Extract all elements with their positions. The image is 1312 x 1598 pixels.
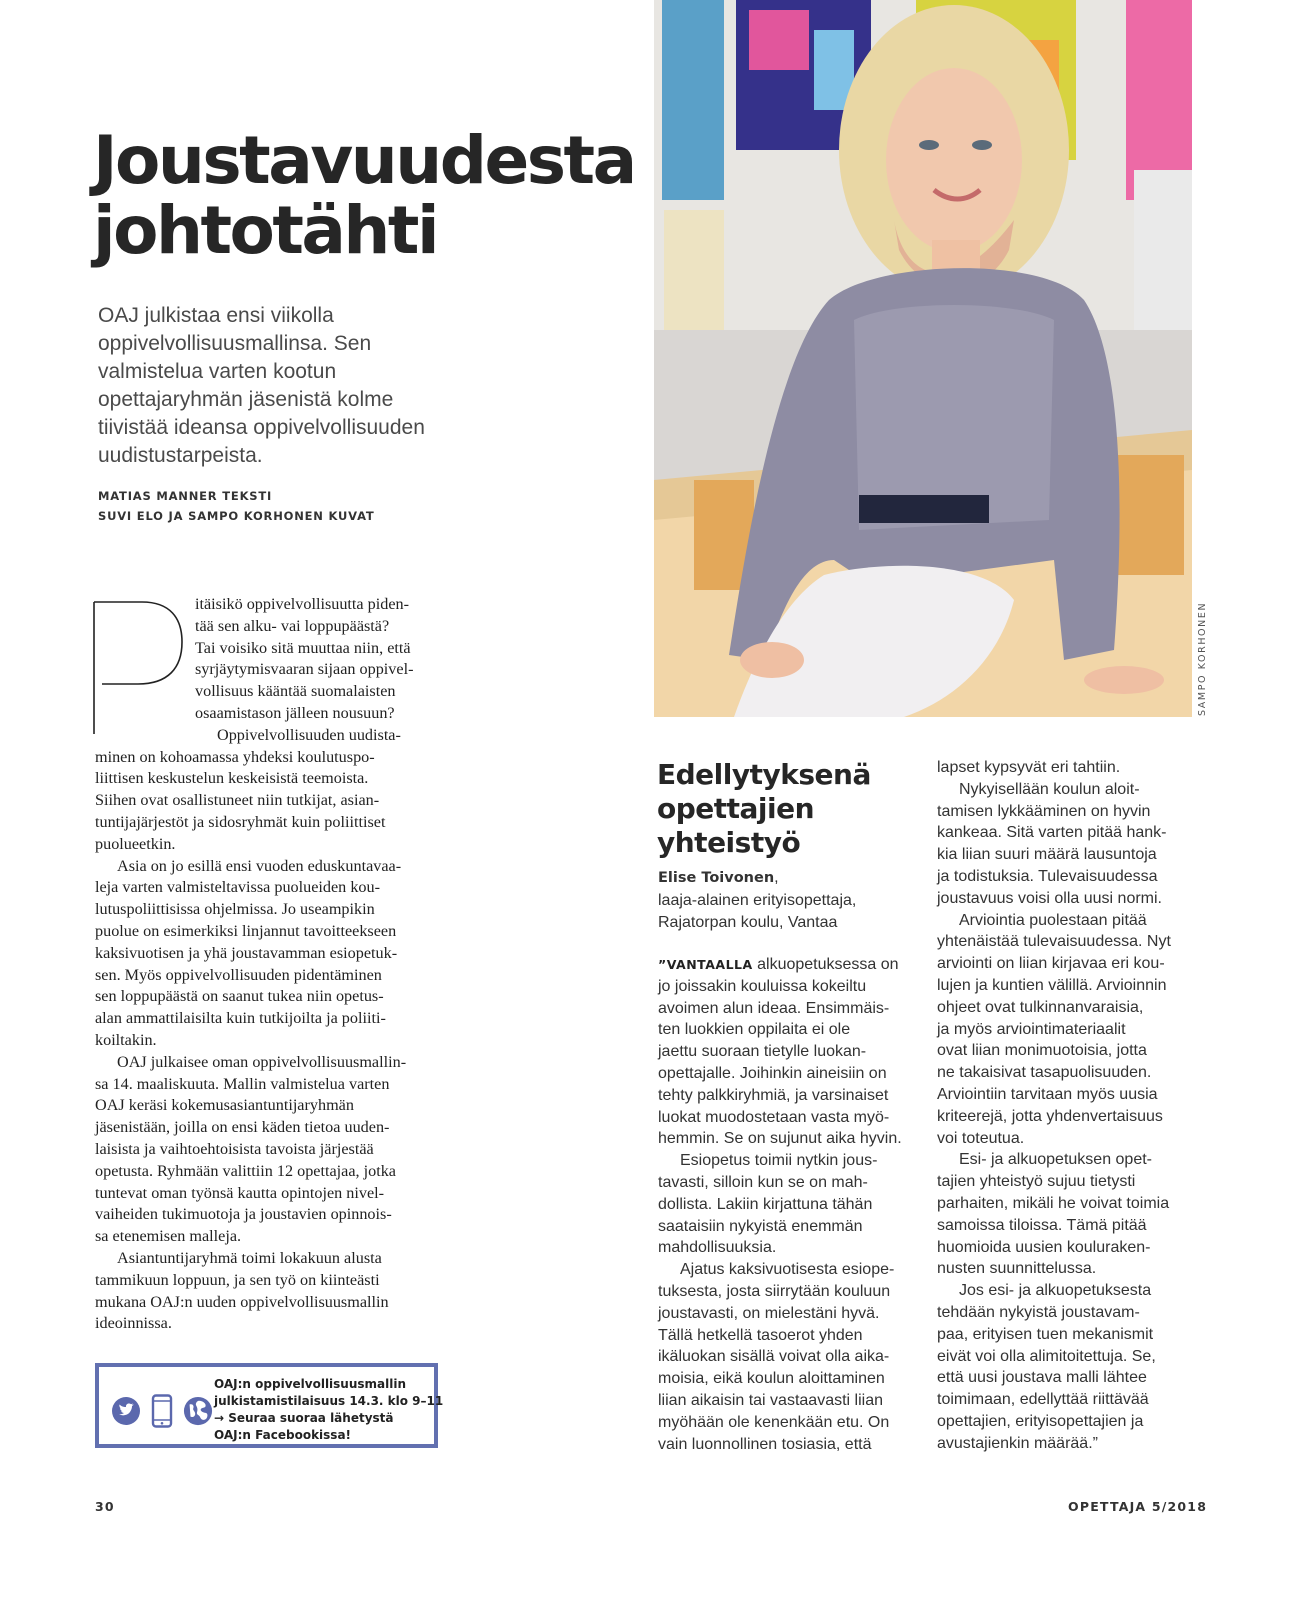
callout-line: OAJ:n Facebookissa! [214,1428,352,1442]
profile-line: ne takaisivat tasapuolisuuden. [937,1064,1152,1082]
article-line: sa etenemisen malleja. [95,1227,242,1246]
article-line: tammikuun loppuun, ja sen työ on kiinteästi [95,1270,380,1289]
livestream-callout[interactable] [95,1363,444,1448]
headline-line: Joustavuudesta [93,122,635,199]
article-line: kaksivuotisen ja yhä joustavamman esiopetuk- [95,943,398,962]
lead-in: ”VANTAALLA [658,957,753,972]
profile-line: tavasti, silloin kun se on mah- [658,1173,868,1191]
profile-line: ovat liian monimuotoisia, jotta [937,1042,1147,1060]
article-line: sen loppupäästä on saanut tukea niin opetus- [95,987,384,1006]
main-article [95,594,455,1335]
mobile-phone-icon[interactable] [147,1393,177,1429]
headline [93,122,635,269]
profile-line: dollista. Lakiin kirjattuna tähän [658,1195,873,1213]
lede-line: oppivelvollisuusmallinsa. Sen [98,332,372,355]
profile-line: tajien yhteistyö sujuu tietysti [937,1173,1136,1191]
callout-line: julkistamistilaisuus 14.3. klo 9–11 [214,1394,444,1408]
article-line: Oppivelvollisuuden uudista- [217,725,401,744]
credit-photos: SUVI ELO JA SAMPO KORHONEN KUVAT [98,509,375,523]
article-line: OAJ keräsi kokemusasiantuntijaryhmän [95,1096,354,1115]
profile-line: että uusi joustava malli lähtee [937,1369,1147,1387]
profile-line-text: alkuopetuksessa on [752,956,899,973]
article-line: tuntevat oman työnsä kautta opintojen nivel- [95,1183,385,1202]
profile-line: vain luonnollinen tosiasia, että [658,1435,872,1453]
profile-line: kia liian suuri määrä lausuntoja [937,846,1157,864]
profile-line [658,954,918,976]
profile-line: ohjeet ovat tulkinnanvaraisia, [937,998,1144,1016]
article-line: liittisen keskustelun keskeisistä teemoista. [95,769,369,788]
profile-line: lapset kypsyvät eri tahtiin. [937,759,1121,776]
profile-name: Elise Toivonen [658,870,775,886]
profile-line: Arviointiin tarvitaan myös uusia [937,1085,1158,1103]
profile-line: Esi- ja alkuopetuksen opet- [959,1151,1152,1169]
article-line: mukana OAJ:n uuden oppivelvollisuusmallin [95,1292,389,1311]
profile-line: opettajalle. Joihinkin aineisiin on [658,1064,887,1082]
portrait-photo [654,0,1192,717]
article-line: syrjäytymisvaaran sijaan oppivel- [195,660,414,679]
credits [98,486,375,526]
article-line: itäisikö oppivelvollisuutta piden- [195,595,410,613]
profile-line: huomioida uusien kouluraken- [937,1238,1151,1256]
profile-line: luokat muodostetaan vasta myö- [658,1108,890,1126]
profile-line: Ajatus kaksivuotisesta esiope- [680,1261,895,1279]
profile-role: laaja-alainen erityisopettaja, [658,891,857,909]
profile-line: ten luokkien oppilaita ei ole [658,1021,851,1039]
article-line: Tai voisiko sitä muuttaa niin, että [195,638,411,657]
profile-line: jo joissakin kouluissa kokeiltu [658,977,867,995]
lede-line: OAJ julkistaa ensi viikolla [98,304,334,327]
lede-line: uudistustarpeista. [98,444,263,467]
lede [98,302,478,470]
portrait-illustration [654,0,1192,717]
profile-line: Arviointia puolestaan pitää [959,911,1147,929]
article-line: opetusta. Ryhmään valittiin 12 opettajaa, jotka [95,1161,396,1180]
profile-line: tehdään nykyistä joustavam- [937,1303,1140,1321]
article-line: minen on kohoamassa yhdeksi koulutuspo- [95,747,375,766]
profile-line: parhaiten, mikäli he voivat toimia [937,1194,1170,1212]
article-line: tää sen alku- vai loppupäästä? [195,616,390,635]
profile-line: nusten suunnittelussa. [937,1260,1097,1278]
profile-line: kriteerejä, jotta yhdenvertaisuus [937,1107,1163,1125]
profile-line: yhtenäistää tulevaisuudessa. Nyt [937,933,1171,951]
article-line: tuntijajärjestöt ja sidosryhmät kuin poliittiset [95,812,386,831]
article-line: Siihen ovat osallistuneet niin tutkijat, asian- [95,791,380,810]
photo-credit: SAMPO KORHONEN [1197,601,1208,716]
profile-line: Tällä hetkellä tasoerot yhden [658,1326,863,1344]
profile-school: Rajatorpan koulu, Vantaa [658,913,838,931]
profile-line: voi toteutua. [937,1129,1025,1147]
profile-line: avoimen alun ideaa. Ensimmäis- [658,999,890,1017]
profile-column-b [937,757,1197,1455]
profile-line: avustajienkin määrää.” [937,1434,1098,1452]
profile-line: moisia, eikä koulun aloittaminen [658,1370,885,1388]
magazine-issue: OPETTAJA 5/2018 [1068,1499,1208,1514]
facebook-globe-icon[interactable] [183,1393,213,1429]
profile-line: joustavasti, on mielestäni hyvä. [658,1304,880,1322]
page-number: 30 [95,1499,115,1514]
callout-link[interactable]: → Seuraa suoraa lähetystä [214,1411,394,1425]
profile-line: paa, erityisen tuen mekanismit [937,1325,1154,1343]
profile-line: myöhään ole kenenkään etu. On [658,1413,890,1431]
profile-column-a [658,954,918,1455]
profile-title-line: opettajien [657,792,815,825]
profile-line: ikäluokan sisällä voivat olla aika- [658,1348,890,1366]
profile-line: kankeaa. Sitä varten pitää hank- [937,824,1167,842]
lede-line: valmistelua varten kootun [98,360,337,383]
profile-line: hemmin. Se on sujunut aika hyvin. [658,1130,902,1148]
article-line: alan ammattilaisilta kuin tutkijoilta ja poliiti- [95,1009,386,1028]
profile-title-line: Edellytyksenä [657,758,871,791]
profile-line: tehty palkkiryhmiä, ja varsinaiset [658,1086,889,1104]
profile-line: opettajien, erityisopettajien ja [937,1412,1144,1430]
lede-line: tiivistää ideansa oppivelvollisuuden [98,416,425,439]
profile-line: ja todistuksia. Tulevaisuudessa [937,867,1158,885]
twitter-bird-icon[interactable] [111,1393,141,1429]
article-line: OAJ julkaisee oman oppivelvollisuusmallin- [117,1052,407,1071]
profile-line: ja myös arviointimateriaalit [937,1020,1126,1038]
profile-line: tuksesta, josta siirrytään kouluun [658,1282,891,1300]
profile-line: arviointi on liian kirjavaa eri kou- [937,955,1165,973]
callout-line: OAJ:n oppivelvollisuusmallin [214,1377,407,1391]
article-line: jäsenistään, joilla on ensi käden tietoa uuden- [95,1118,390,1137]
article-line: laisista ja vaihtoehtoisista tavoista järjestää [95,1139,374,1158]
article-line: vaiheiden tukimuotoja ja joustavien opinnois- [95,1205,392,1224]
profile-line: mahdollisuuksia. [658,1239,777,1257]
credit-text: MATIAS MANNER TEKSTI [98,489,273,503]
article-line: ideoinnissa. [95,1314,172,1333]
lede-line: opettajaryhmän jäsenistä kolme [98,388,394,411]
profile-line: eivät voi olla alimitoitettuja. Se, [937,1347,1156,1365]
article-line: Asia on jo esillä ensi vuoden eduskuntavaa- [117,856,402,875]
profile-line: Nykyisellään koulun aloit- [959,780,1140,798]
social-icons [111,1393,213,1429]
profile-line: Esiopetus toimii nytkin jous- [680,1152,878,1170]
profile-line: tamisen lykkääminen on hyvin [937,802,1151,820]
profile-line: jaettu suoraan tietylle luokan- [658,1043,867,1061]
profile-line: toimimaan, edellyttää riittävää [937,1391,1149,1409]
headline-line: johtotähti [93,192,438,269]
article-line: leja varten valmisteltavissa puolueiden kou- [95,878,380,897]
article-line: puolueetkin. [95,834,176,853]
profile-title-line: yhteistyö [657,826,801,859]
profile-title [657,758,871,860]
article-line: sa 14. maaliskuuta. Mallin valmistelua varten [95,1074,390,1093]
profile-line: joustavuus voisi olla uusi normi. [937,889,1162,907]
profile-line: Jos esi- ja alkuopetuksesta [959,1282,1152,1300]
article-line: puolue on esimerkiksi linjannut tavoitteekseen [95,921,397,940]
profile-byline: Elise Toivonen, laaja-alainen erityisopettaja, Rajatorpan koulu, Vantaa [658,867,856,933]
article-line: lutuspoliittisissa ohjelmissa. Jo useampikin [95,900,375,919]
article-line: Asiantuntijaryhmä toimi lokakuun alusta [117,1248,382,1267]
article-line: sen. Myös oppivelvollisuuden pidentäminen [95,965,382,984]
article-line: koiltakin. [95,1030,157,1049]
article-line: osaamistason jälleen nousuun? [195,703,395,722]
article-line: vollisuus kääntää suomalaisten [195,682,396,701]
profile-line: samoissa tiloissa. Tämä pitää [937,1216,1147,1234]
profile-line: liian aikaisin tai vastaavasti liian [658,1391,883,1409]
callout-text [214,1376,443,1444]
profile-line: saataisiin nykyistä enemmän [658,1217,863,1235]
profile-line: lujen ja kuntien välillä. Arvioinnin [937,976,1167,994]
